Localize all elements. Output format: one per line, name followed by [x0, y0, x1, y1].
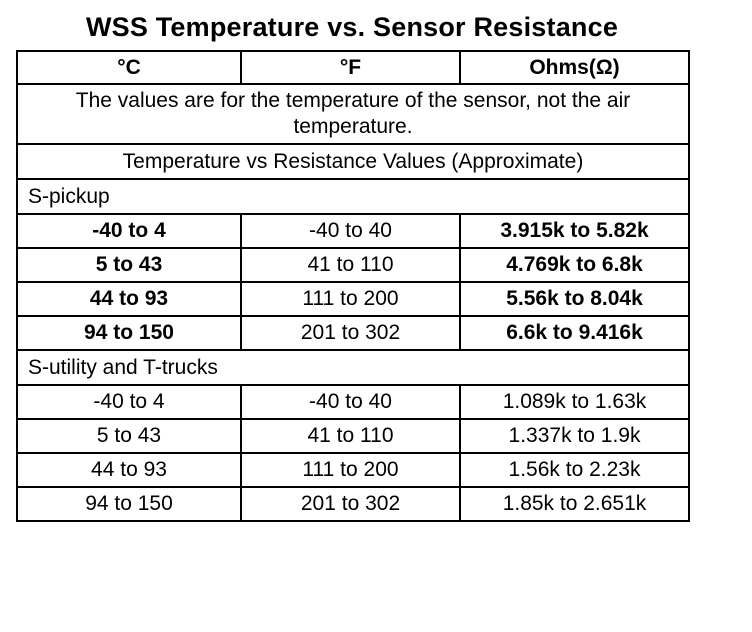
- group-label: S-utility and T-trucks: [17, 350, 689, 385]
- page-title: WSS Temperature vs. Sensor Resistance: [85, 12, 619, 42]
- header-celsius: °C: [17, 51, 241, 84]
- table-row: [17, 487, 689, 521]
- note-text: The values are for the temperature of the sensor, not the air temperature.: [17, 84, 689, 144]
- note-row: [17, 84, 689, 144]
- celsius-cell: 44 to 93: [17, 282, 241, 316]
- celsius-cell: 44 to 93: [17, 453, 241, 487]
- ohms-cell: 1.089k to 1.63k: [460, 385, 689, 419]
- resistance-table: [16, 50, 690, 522]
- celsius-cell: -40 to 4: [17, 385, 241, 419]
- ohms-cell: 3.915k to 5.82k: [460, 214, 689, 248]
- ohms-cell: 5.56k to 8.04k: [460, 282, 689, 316]
- celsius-cell: 5 to 43: [17, 248, 241, 282]
- group-row-s-pickup: [17, 179, 689, 214]
- table-row: [17, 214, 689, 248]
- fahrenheit-cell: 41 to 110: [241, 248, 460, 282]
- table-row: [17, 385, 689, 419]
- celsius-cell: 94 to 150: [17, 487, 241, 521]
- fahrenheit-cell: 201 to 302: [241, 487, 460, 521]
- table-row: [17, 419, 689, 453]
- table-row: [17, 316, 689, 350]
- ohms-cell: 4.769k to 6.8k: [460, 248, 689, 282]
- ohms-cell: 1.56k to 2.23k: [460, 453, 689, 487]
- table-row: [17, 248, 689, 282]
- table-row: [17, 453, 689, 487]
- ohms-cell: 1.337k to 1.9k: [460, 419, 689, 453]
- fahrenheit-cell: -40 to 40: [241, 214, 460, 248]
- table-row: [17, 282, 689, 316]
- group-row-s-utility: [17, 350, 689, 385]
- subtitle-row: [17, 144, 689, 179]
- celsius-cell: 5 to 43: [17, 419, 241, 453]
- fahrenheit-cell: 41 to 110: [241, 419, 460, 453]
- celsius-cell: -40 to 4: [17, 214, 241, 248]
- group-label: S-pickup: [17, 179, 689, 214]
- fahrenheit-cell: 201 to 302: [241, 316, 460, 350]
- fahrenheit-cell: -40 to 40: [241, 385, 460, 419]
- ohms-cell: 1.85k to 2.651k: [460, 487, 689, 521]
- header-fahrenheit: °F: [241, 51, 460, 84]
- subtitle-text: Temperature vs Resistance Values (Approximate): [17, 144, 689, 179]
- fahrenheit-cell: 111 to 200: [241, 282, 460, 316]
- celsius-cell: 94 to 150: [17, 316, 241, 350]
- ohms-cell: 6.6k to 9.416k: [460, 316, 689, 350]
- fahrenheit-cell: 111 to 200: [241, 453, 460, 487]
- header-row: [17, 51, 689, 84]
- header-ohms: Ohms(Ω): [460, 51, 689, 84]
